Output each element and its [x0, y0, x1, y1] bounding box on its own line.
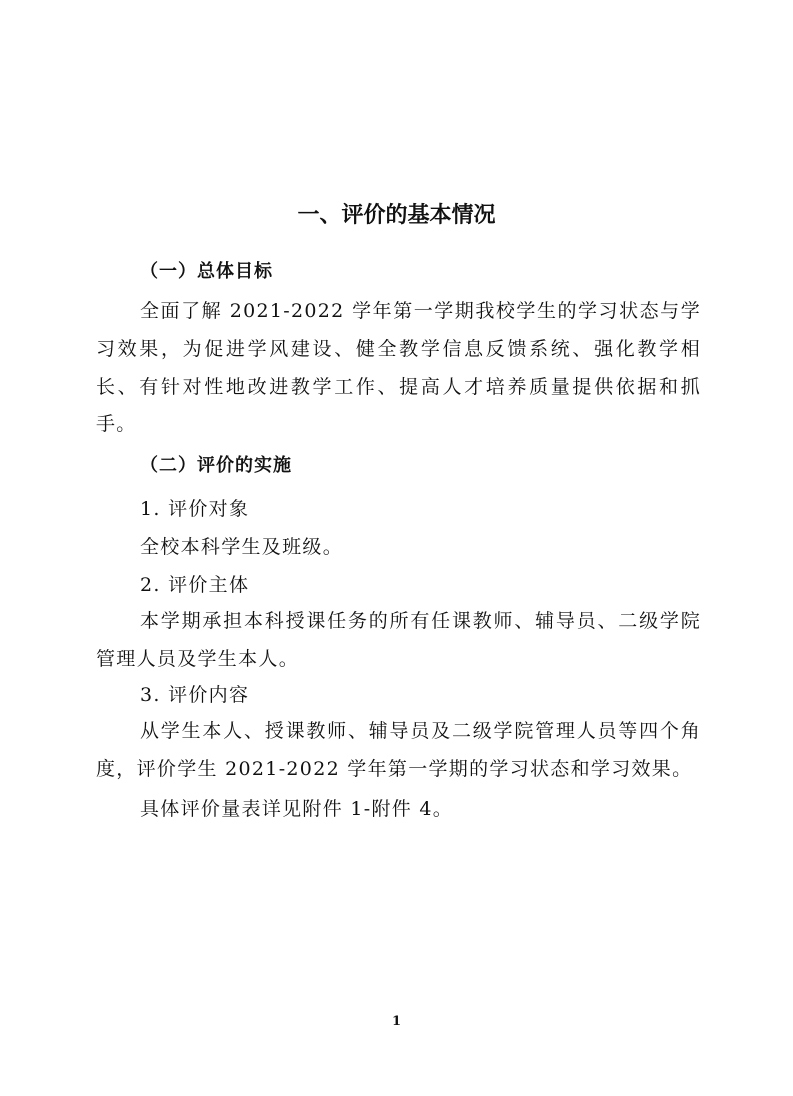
appendix-note: 具体评价量表详见附件 1-附件 4。: [140, 798, 454, 820]
page-title: 一、评价的基本情况: [297, 203, 496, 228]
section-heading-implementation: （二）评价的实施: [140, 455, 292, 476]
evaluation-content-text: 从学生本人、授课教师、辅导员及二级学院管理人员等四个角度，评价学生 2021-2022 学年第一学期的学习状态和学习效果。: [96, 720, 701, 780]
evaluation-object-text: 全校本科学生及班级。: [140, 536, 344, 558]
evaluation-subject-text: 本学期承担本科授课任务的所有任课教师、辅导员、二级学院管理人员及学生本人。: [96, 610, 701, 670]
evaluation-subject-label: 2. 评价主体: [140, 574, 250, 596]
evaluation-object-label: 1. 评价对象: [140, 498, 250, 520]
section-heading-overall-goal: （一）总体目标: [140, 261, 273, 282]
page-number: 1: [391, 1014, 402, 1029]
overall-goal-paragraph: 全面了解 2021-2022 学年第一学期我校学生的学习状态与学习效果，为促进学风建设、健全教学信息反馈系统、强化教学相长、有针对性地改进教学工作、提高人才培养质量提供依据和抓手。: [96, 300, 701, 436]
evaluation-content-label: 3. 评价内容: [140, 684, 250, 706]
